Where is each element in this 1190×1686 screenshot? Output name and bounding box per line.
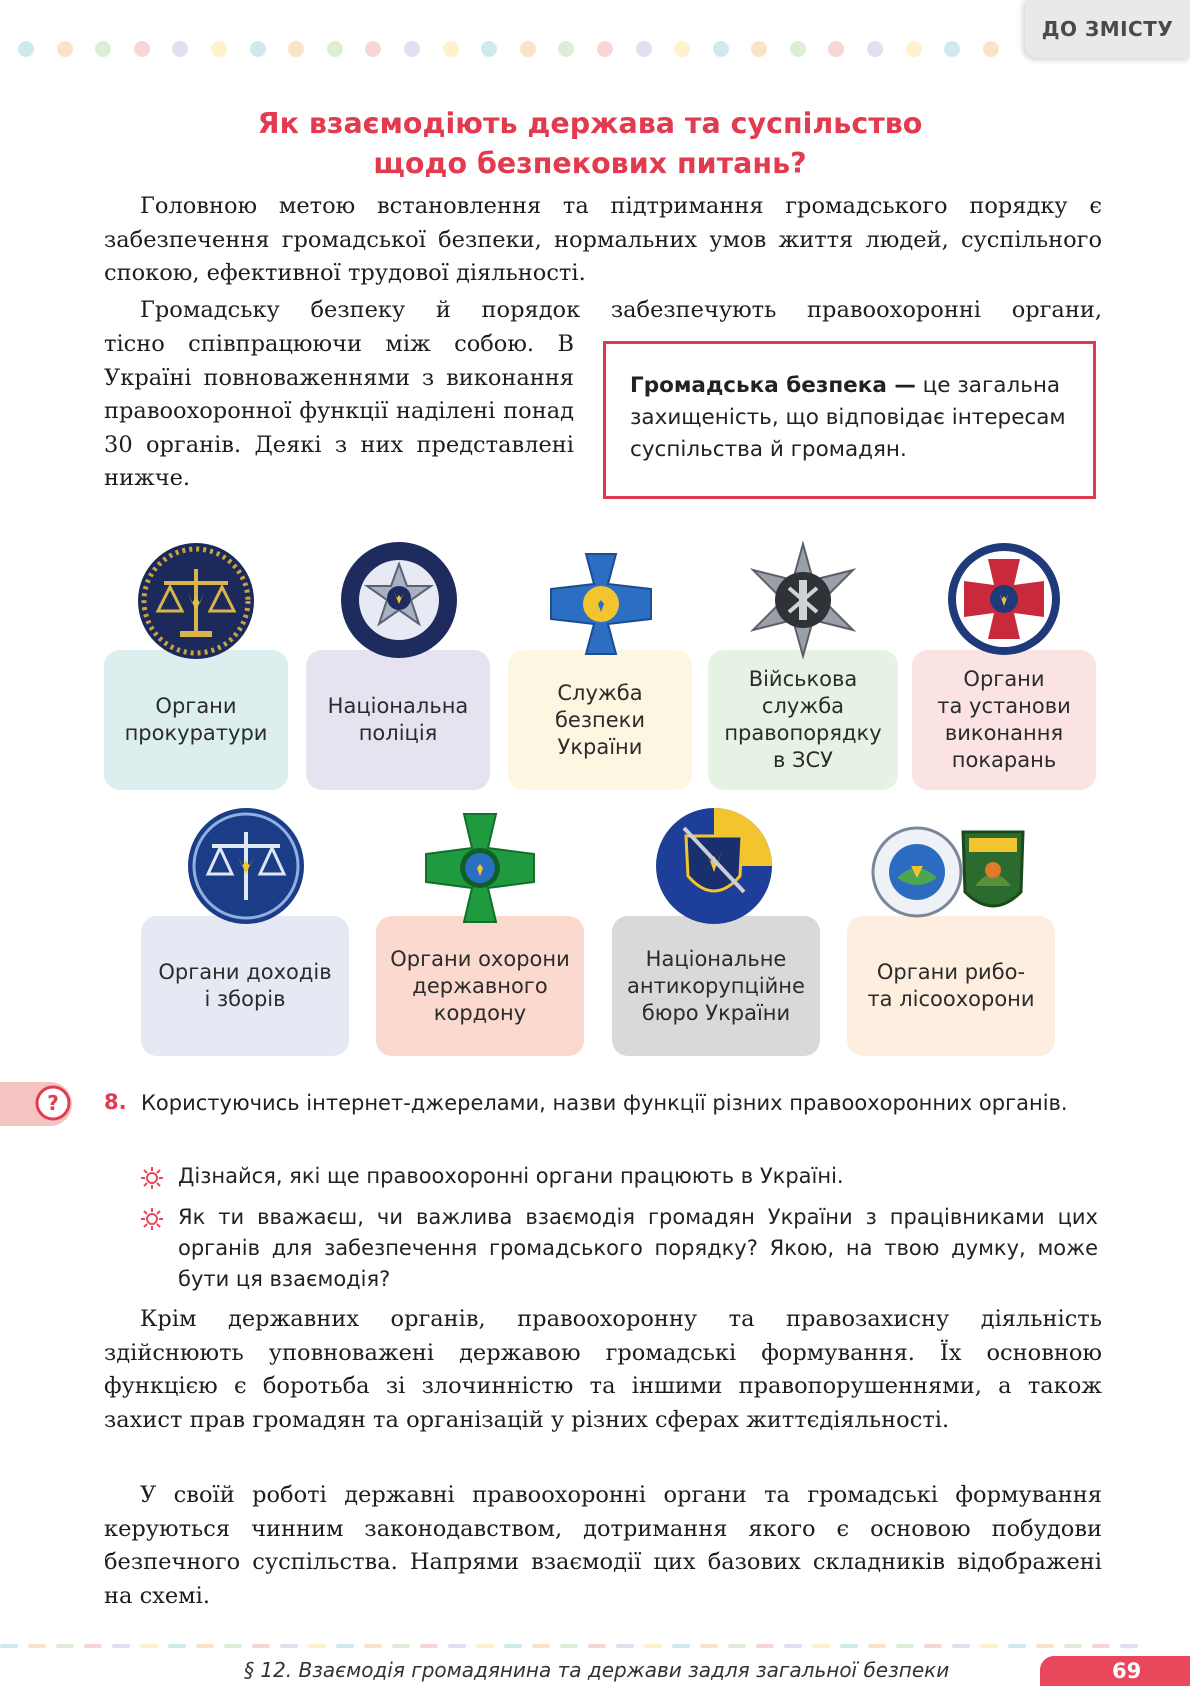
decor-dash <box>868 1644 886 1648</box>
decor-dot <box>365 41 381 57</box>
paragraph-4: У своїй роботі державні правоохоронні органи та громадські формування керуються чинним законодавством, дотримання якого є основою побудови безпечного суспільства. Напрями взаємодії цих базових складників відображені на схемі. <box>104 1482 1102 1609</box>
decor-dot <box>18 41 34 57</box>
decor-dot <box>57 41 73 57</box>
decor-dash <box>952 1644 970 1648</box>
decor-dash <box>308 1644 326 1648</box>
decor-dash <box>1092 1644 1110 1648</box>
decor-dot <box>751 41 767 57</box>
fish-forest-emblem-icon <box>871 822 1031 922</box>
tax-service-emblem-icon <box>186 806 306 926</box>
question-number: 8. <box>104 1090 127 1114</box>
question-text: Користуючись інтернет-джерелами, назви функції різних правоохоронних органів. <box>141 1091 1068 1115</box>
decor-dash <box>252 1644 270 1648</box>
decor-dash <box>924 1644 942 1648</box>
agency-card-border-guard: Органи охорони державного кордону <box>376 916 584 1056</box>
definition-box <box>603 341 1096 499</box>
paragraph-1: Головною метою встановлення та підтримання громадського порядку є забезпечення громадської безпеки, нормальних умов життя людей, суспільного спокою, ефективної трудової діяльності. <box>104 193 1102 286</box>
definition-text: це загальна захищеність, що відповідає інтересам суспільства й громадян. <box>630 373 1066 462</box>
section-heading: Як взаємодіють держава та суспільство щодо безпекових питань? <box>257 107 923 180</box>
decor-dash <box>196 1644 214 1648</box>
police-emblem-icon <box>339 540 459 660</box>
decor-dot <box>327 41 343 57</box>
decor-dash <box>56 1644 74 1648</box>
decor-dot <box>481 41 497 57</box>
decor-dot <box>95 41 111 57</box>
footer-section-title: § 12. Взаємодія громадянина та держави задля загальної безпеки <box>244 1658 950 1682</box>
agency-card-fish-forest: Органи рибо- та лісоохорони <box>847 916 1055 1056</box>
decor-dash <box>280 1644 298 1648</box>
decor-dash <box>728 1644 746 1648</box>
decor-dash <box>840 1644 858 1648</box>
decor-dash <box>84 1644 102 1648</box>
decor-dash <box>448 1644 466 1648</box>
decor-dot <box>558 41 574 57</box>
agency-card-police: Національна поліція <box>306 650 490 790</box>
decor-dot <box>172 41 188 57</box>
decor-dot <box>790 41 806 57</box>
border-guard-emblem-icon <box>422 810 538 926</box>
decor-dot <box>674 41 690 57</box>
agency-card-prosecutor: Органи прокуратури <box>104 650 288 790</box>
decor-dash <box>224 1644 242 1648</box>
sun-bullet-icon <box>140 1166 164 1190</box>
decor-dash <box>616 1644 634 1648</box>
decor-dash <box>28 1644 46 1648</box>
sbu-emblem-icon <box>546 549 656 659</box>
decor-dash <box>1036 1644 1054 1648</box>
agency-card-military-police: Військова служба правопорядку в ЗСУ <box>708 650 898 790</box>
decor-dot <box>944 41 960 57</box>
decor-dot <box>597 41 613 57</box>
decor-dot <box>520 41 536 57</box>
decor-dot <box>983 41 999 57</box>
decor-dot <box>211 41 227 57</box>
decor-dot <box>443 41 459 57</box>
agency-card-penitentiary: Органи та установи виконання покарань <box>912 650 1096 790</box>
paragraph-3: Крім державних органів, правоохоронну та правозахисну діяльність здійснюють уповноважені державою громадські формування. Їх основною функцією є боротьба зі злочинністю та іншими правопорушеннями, а також захист прав громадян та організацій у різних сферах життєдіяльності. <box>104 1306 1102 1433</box>
decor-dash <box>364 1644 382 1648</box>
paragraph-2-line1: Громадську безпеку й порядок забезпечують правоохоронні органи, <box>140 297 1102 323</box>
decor-dash <box>896 1644 914 1648</box>
toc-button[interactable]: ДО ЗМІСТУ <box>1025 0 1190 58</box>
decor-dash <box>560 1644 578 1648</box>
agency-card-nabu: Національне антикорупційне бюро України <box>612 916 820 1056</box>
decor-dash <box>812 1644 830 1648</box>
decor-dot <box>906 41 922 57</box>
page-number: 69 <box>1040 1656 1190 1686</box>
decor-dash <box>0 1644 18 1648</box>
decor-dash <box>336 1644 354 1648</box>
decor-dash <box>644 1644 662 1648</box>
paragraph-2-rest: тісно співпрацюючи між собою. В Україні повноваженнями з виконання правоохоронної функції наділені понад 30 органів. Деякі з них представлені нижче. <box>104 331 574 491</box>
decor-dash <box>1064 1644 1082 1648</box>
decor-dash <box>392 1644 410 1648</box>
decor-dot <box>134 41 150 57</box>
decor-dash <box>112 1644 130 1648</box>
decor-dash <box>588 1644 606 1648</box>
question-subitem-1: Дізнайся, які ще правоохоронні органи працюють в Україні. <box>178 1164 844 1188</box>
footer-dash-decoration <box>0 1644 1170 1648</box>
penitentiary-emblem-icon <box>946 541 1062 657</box>
question-subitem-2: Як ти вважаєш, чи важлива взаємодія громадян України з працівниками цих органів для забезпечення громадського порядку? Якою, на твою думку, може бути ця взаємодія? <box>178 1205 1098 1291</box>
decor-dash <box>140 1644 158 1648</box>
svg-text:?: ? <box>47 1091 59 1115</box>
decor-dash <box>1120 1644 1138 1648</box>
decor-dash <box>476 1644 494 1648</box>
decor-dash <box>532 1644 550 1648</box>
decor-dash <box>700 1644 718 1648</box>
decor-dot <box>250 41 266 57</box>
decor-dot <box>636 41 652 57</box>
decor-dot <box>288 41 304 57</box>
nabu-emblem-icon <box>654 806 774 926</box>
sun-bullet-icon <box>140 1207 164 1231</box>
definition-term: Громадська безпека — <box>630 373 916 398</box>
decor-dot <box>404 41 420 57</box>
question-icon <box>34 1084 72 1122</box>
agency-card-tax: Органи доходів і зборів <box>141 916 349 1056</box>
military-police-emblem-icon <box>743 540 863 660</box>
agency-card-sbu: Служба безпеки України <box>508 650 692 790</box>
decor-dash <box>784 1644 802 1648</box>
decor-dot <box>828 41 844 57</box>
decor-dot <box>867 41 883 57</box>
decor-dash <box>672 1644 690 1648</box>
decor-dash <box>756 1644 774 1648</box>
top-dots-decoration <box>18 41 1038 57</box>
decor-dash <box>1008 1644 1026 1648</box>
decor-dash <box>168 1644 186 1648</box>
decor-dot <box>713 41 729 57</box>
decor-dash <box>504 1644 522 1648</box>
prosecutor-emblem-icon <box>136 541 256 661</box>
decor-dash <box>420 1644 438 1648</box>
decor-dash <box>980 1644 998 1648</box>
